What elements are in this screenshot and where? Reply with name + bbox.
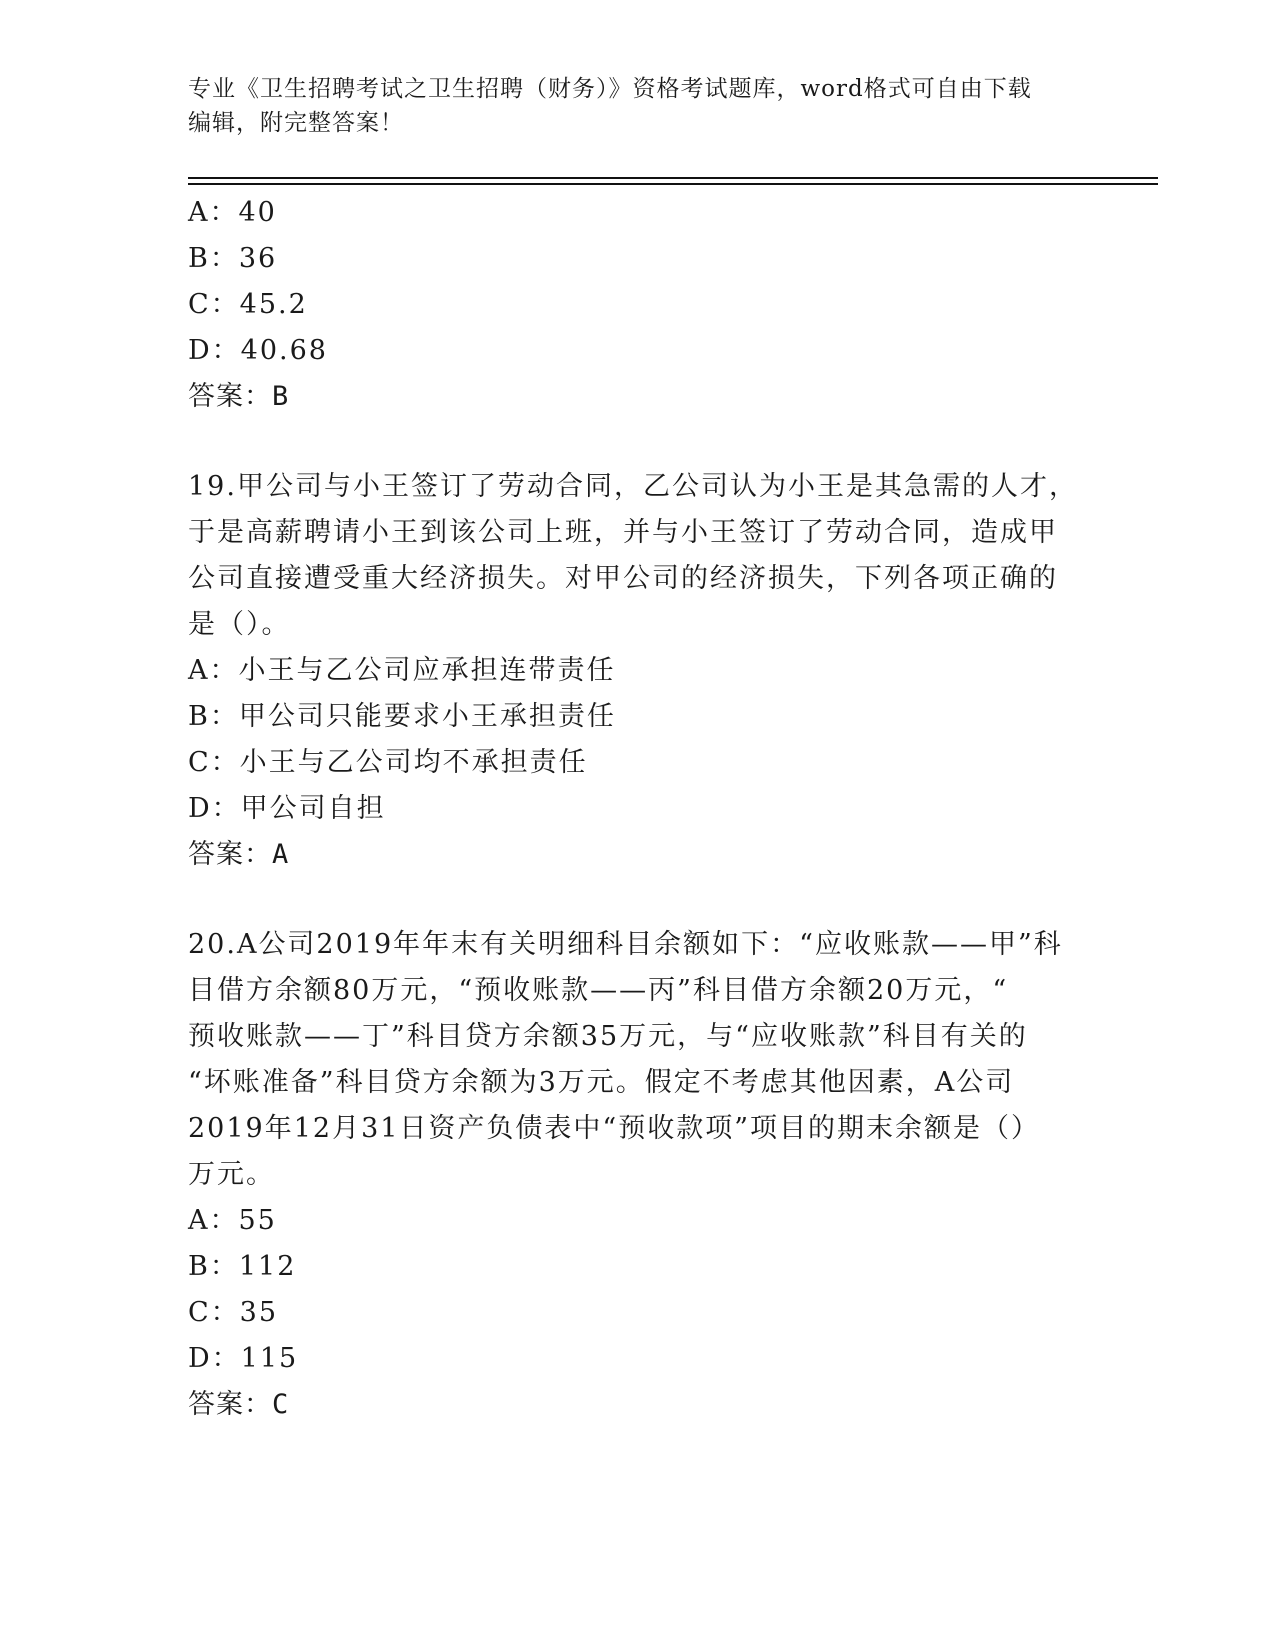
option-c: C：小王与乙公司均不承担责任	[188, 747, 588, 778]
header-line-1: 专业《卫生招聘考试之卫生招聘（财务）》资格考试题库，word格式可自由下载	[188, 76, 1032, 102]
question-stem-line: 20.A公司2019年年末有关明细科目余额如下：“应收账款——甲”科	[188, 929, 1063, 960]
question-stem-line: 预收账款——丁”科目贷方余额35万元，与“应收账款”科目有关的	[188, 1021, 1028, 1052]
option-a: A：55	[188, 1205, 277, 1236]
question-stem-line: 19.甲公司与小王签订了劳动合同，乙公司认为小王是其急需的人才，	[188, 471, 1078, 502]
option-a: A：小王与乙公司应承担连带责任	[188, 655, 616, 686]
answer-label: 答案：	[188, 381, 272, 412]
option-c: C：45.2	[188, 289, 308, 320]
question-stem-line: 是（）。	[188, 609, 291, 640]
question-19	[188, 464, 1098, 878]
option-d: D：40.68	[188, 335, 328, 366]
question-stem-line: 2019年12月31日资产负债表中“预收款项”项目的期末余额是（）	[188, 1113, 1041, 1144]
header-divider-bottom	[188, 183, 1158, 185]
document-header	[188, 72, 1088, 140]
option-b: B：36	[188, 243, 278, 274]
answer-line	[188, 374, 1098, 420]
question-stem-line: 于是高薪聘请小王到该公司上班，并与小王签订了劳动合同，造成甲	[188, 517, 1058, 548]
answer-value: C	[272, 1389, 290, 1420]
option-c: C：35	[188, 1297, 279, 1328]
option-b: B：甲公司只能要求小王承担责任	[188, 701, 616, 732]
spacer	[188, 420, 1098, 464]
answer-line	[188, 832, 1098, 878]
header-line-2: 编辑，附完整答案！	[188, 110, 404, 136]
question-18-options	[188, 190, 1098, 420]
answer-label: 答案：	[188, 839, 272, 870]
question-stem-line: 目借方余额80万元，“预收账款——丙”科目借方余额20万元，“	[188, 975, 1009, 1006]
question-stem-line: 公司直接遭受重大经济损失。对甲公司的经济损失，下列各项正确的	[188, 563, 1058, 594]
option-b: B：112	[188, 1251, 297, 1282]
answer-label: 答案：	[188, 1389, 272, 1420]
question-20	[188, 922, 1098, 1428]
option-a: A：40	[188, 197, 277, 228]
option-d: D：甲公司自担	[188, 793, 386, 824]
spacer	[188, 878, 1098, 922]
question-content	[188, 190, 1098, 1428]
question-stem-line: 万元。	[188, 1159, 275, 1190]
answer-value: A	[272, 839, 290, 870]
header-divider-top	[188, 177, 1158, 179]
question-stem-line: “坏账准备”科目贷方余额为3万元。假定不考虑其他因素，A公司	[188, 1067, 1015, 1098]
option-d: D：115	[188, 1343, 299, 1374]
answer-line	[188, 1382, 1098, 1428]
answer-value: B	[272, 381, 290, 412]
